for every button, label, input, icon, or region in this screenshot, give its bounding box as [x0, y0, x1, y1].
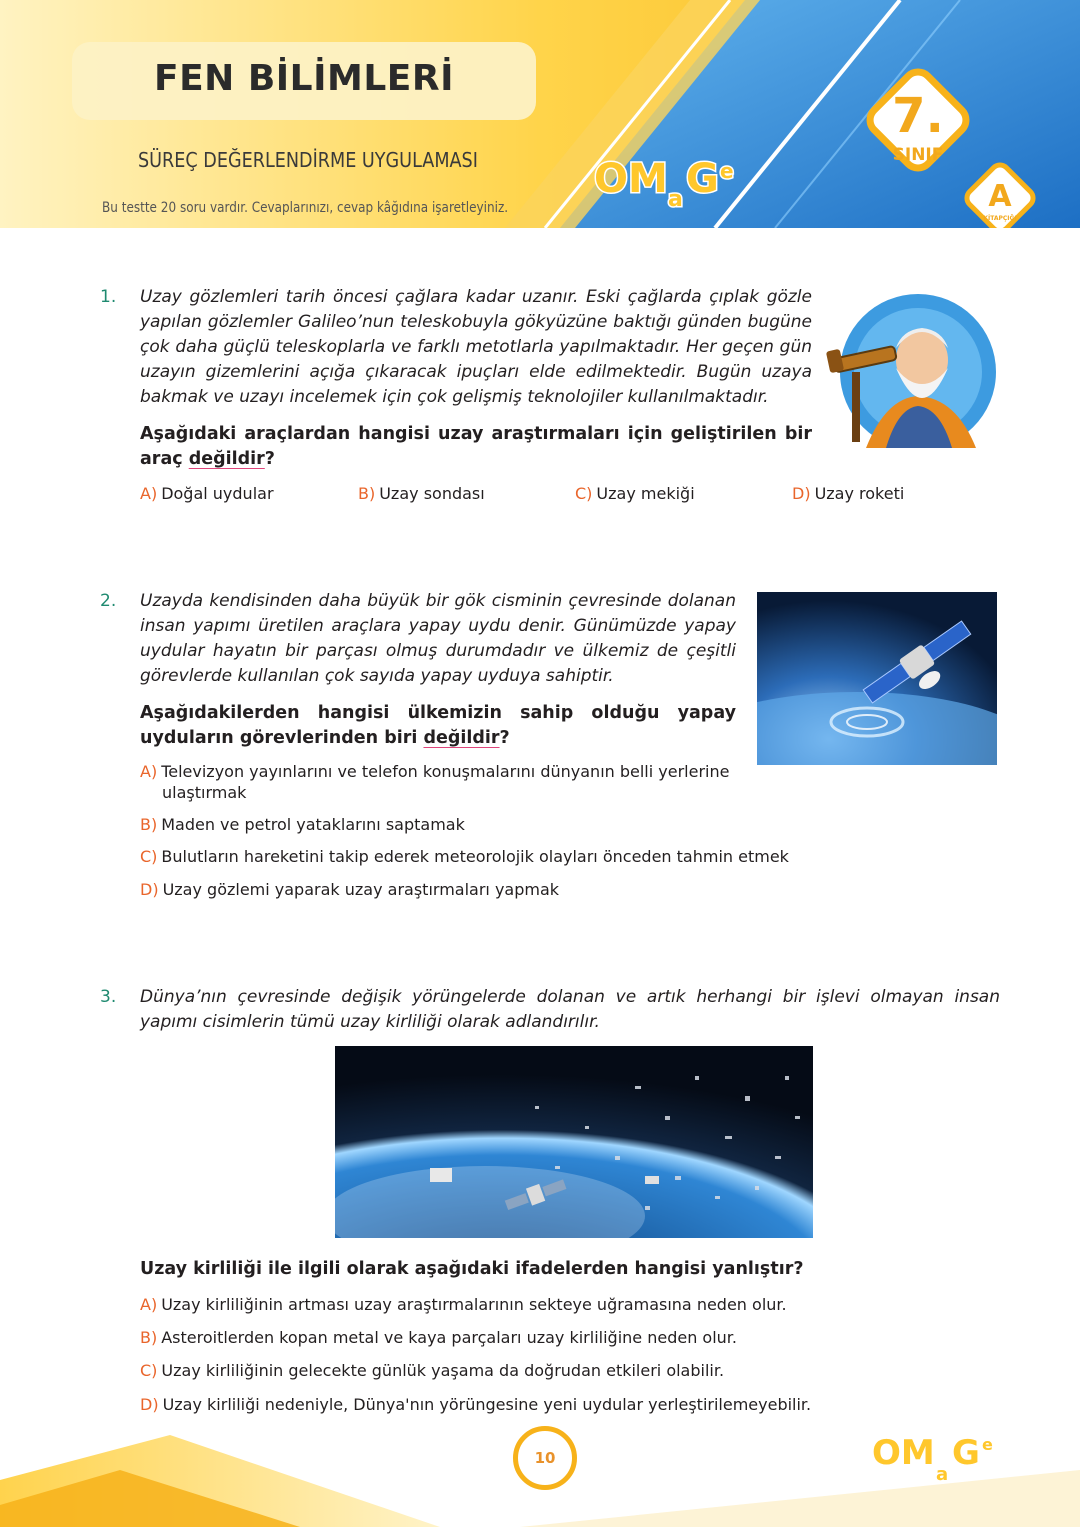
svg-text:e: e — [982, 1435, 993, 1454]
option-letter: B) — [140, 1328, 158, 1347]
question-prompt — [140, 422, 812, 472]
option-text: Uzay roketi — [814, 484, 905, 503]
option-c[interactable] — [575, 483, 695, 504]
option-a[interactable] — [140, 1294, 787, 1315]
prompt-end: ? — [264, 449, 275, 469]
negation-word: değildir — [423, 728, 500, 748]
subject-title: FEN BİLİMLERİ — [154, 58, 454, 99]
option-text: Maden ve petrol yataklarını saptamak — [161, 815, 465, 834]
prompt-end: ? — [499, 728, 510, 748]
question-passage: Uzay gözlemleri tarih öncesi çağlara kadar uzanır. Eski çağlarda çıplak gözle yapılan gözlemler Galileo’nun teleskobuyla gökyüzüne baktığı günden bugüne çok daha güçlü teleskoplarla ve farklı metotlarla yapılmaktadır. Her geçen gün uzayın gizemlerini açığa çıkaracak ipuçları elde edilmektedir. Bugün uzaya bakmak ve uzayı incelemek için çok gelişmiş teknolojiler kullanılmaktadır. — [140, 287, 812, 407]
option-b[interactable] — [140, 1327, 737, 1348]
question-number: 2. — [100, 591, 117, 611]
question-passage: Dünya’nın çevresinde değişik yörüngelerde dolanan ve artık herhangi bir işlevi olmayan insan yapımı cisimlerin tümü uzay kirliliği olarak adlandırılır. — [140, 987, 1000, 1032]
svg-text:a: a — [936, 1464, 949, 1484]
option-letter: A) — [140, 762, 158, 781]
svg-text:e: e — [720, 159, 734, 183]
option-text: Doğal uydular — [161, 484, 274, 503]
page-number: 10 — [513, 1426, 577, 1490]
option-a[interactable] — [140, 483, 274, 504]
option-text: Uzay sondası — [379, 484, 485, 503]
option-letter: B) — [358, 484, 376, 503]
svg-text:OM: OM — [872, 1433, 935, 1473]
option-letter: C) — [140, 1361, 158, 1380]
option-letter: A) — [140, 484, 158, 503]
book-label: KİTAPÇIĞI — [983, 215, 1017, 222]
option-b[interactable] — [140, 814, 465, 835]
satellite-photo — [757, 592, 997, 765]
assessment-subtitle: SÜREÇ DEĞERLENDİRME UYGULAMASI — [138, 148, 478, 172]
option-text: Uzay kirliliği nedeniyle, Dünya'nın yörüngesine yeni uydular yerleştirilemeyebilir. — [162, 1395, 812, 1414]
negation-word: değildir — [188, 449, 265, 469]
option-letter: C) — [140, 847, 158, 866]
grade-number: 7. — [892, 88, 944, 144]
option-a[interactable] — [140, 761, 766, 803]
option-c[interactable] — [140, 846, 789, 867]
option-text: Uzay gözlemi yaparak uzay araştırmaları yapmak — [162, 880, 560, 899]
question-number: 1. — [100, 287, 117, 307]
svg-text:G: G — [686, 156, 719, 202]
prompt-text: Aşağıdakilerden hangisi ülkemizin sahip olduğu yapay uyduların görevlerinden biri — [140, 703, 736, 748]
question-passage: Uzayda kendisinden daha büyük bir gök cisminin çevresinde dolanan insan yapımı üretilen araçlara yapay uydu denir. Günümüzde yapay uydular hayatın bir parçası olmuş durumdadır ve ülkemiz de çeşitli görevlerde kullanılan çok sayıda yapay uyduya sahiptir. — [140, 591, 736, 686]
option-text: Uzay mekiği — [596, 484, 695, 503]
option-letter: C) — [575, 484, 593, 503]
option-d[interactable] — [792, 483, 904, 504]
grade-label: SINIF — [892, 145, 944, 165]
option-text: Uzay kirliliğinin artması uzay araştırmalarının sekteye uğramasına neden olur. — [161, 1295, 787, 1314]
option-text: Bulutların hareketini takip ederek meteorolojik olayları önceden tahmin etmek — [161, 847, 789, 866]
prompt-text: Aşağıdaki araçlardan hangisi uzay araştırmaları için geliştirilen bir araç — [140, 424, 812, 469]
test-instruction: Bu testte 20 soru vardır. Cevaplarınızı, cevap kâğıdına işaretleyiniz. — [102, 200, 509, 216]
option-d[interactable] — [140, 879, 559, 900]
space-debris-photo — [335, 1046, 813, 1238]
svg-text:a: a — [668, 187, 683, 212]
option-text: Uzay kirliliğinin gelecekte günlük yaşama da doğrudan etkileri olabilir. — [161, 1361, 725, 1380]
galileo-illustration — [826, 288, 998, 448]
option-letter: D) — [140, 1395, 159, 1414]
book-letter: A — [988, 179, 1012, 214]
option-letter: D) — [140, 880, 159, 899]
option-letter: A) — [140, 1295, 158, 1314]
svg-text:G: G — [952, 1433, 980, 1473]
question-number: 3. — [100, 987, 117, 1007]
question-prompt: Uzay kirliliği ile ilgili olarak aşağıdaki ifadelerden hangisi yanlıştır? — [140, 1259, 804, 1279]
option-c[interactable] — [140, 1360, 724, 1381]
svg-text:OM: OM — [594, 156, 668, 202]
book-badge — [952, 160, 1048, 228]
option-letter: D) — [792, 484, 811, 503]
omage-logo — [592, 150, 742, 212]
option-letter: B) — [140, 815, 158, 834]
page-header — [0, 0, 1080, 228]
option-b[interactable] — [358, 483, 485, 504]
question-prompt — [140, 701, 736, 751]
option-text: Televizyon yayınlarını ve telefon konuşmalarını dünyanın belli yerlerine ulaştırmak — [161, 762, 730, 802]
option-text: Asteroitlerden kopan metal ve kaya parçaları uzay kirliliğine neden olur. — [161, 1328, 737, 1347]
omage-logo-footer — [872, 1428, 1002, 1484]
